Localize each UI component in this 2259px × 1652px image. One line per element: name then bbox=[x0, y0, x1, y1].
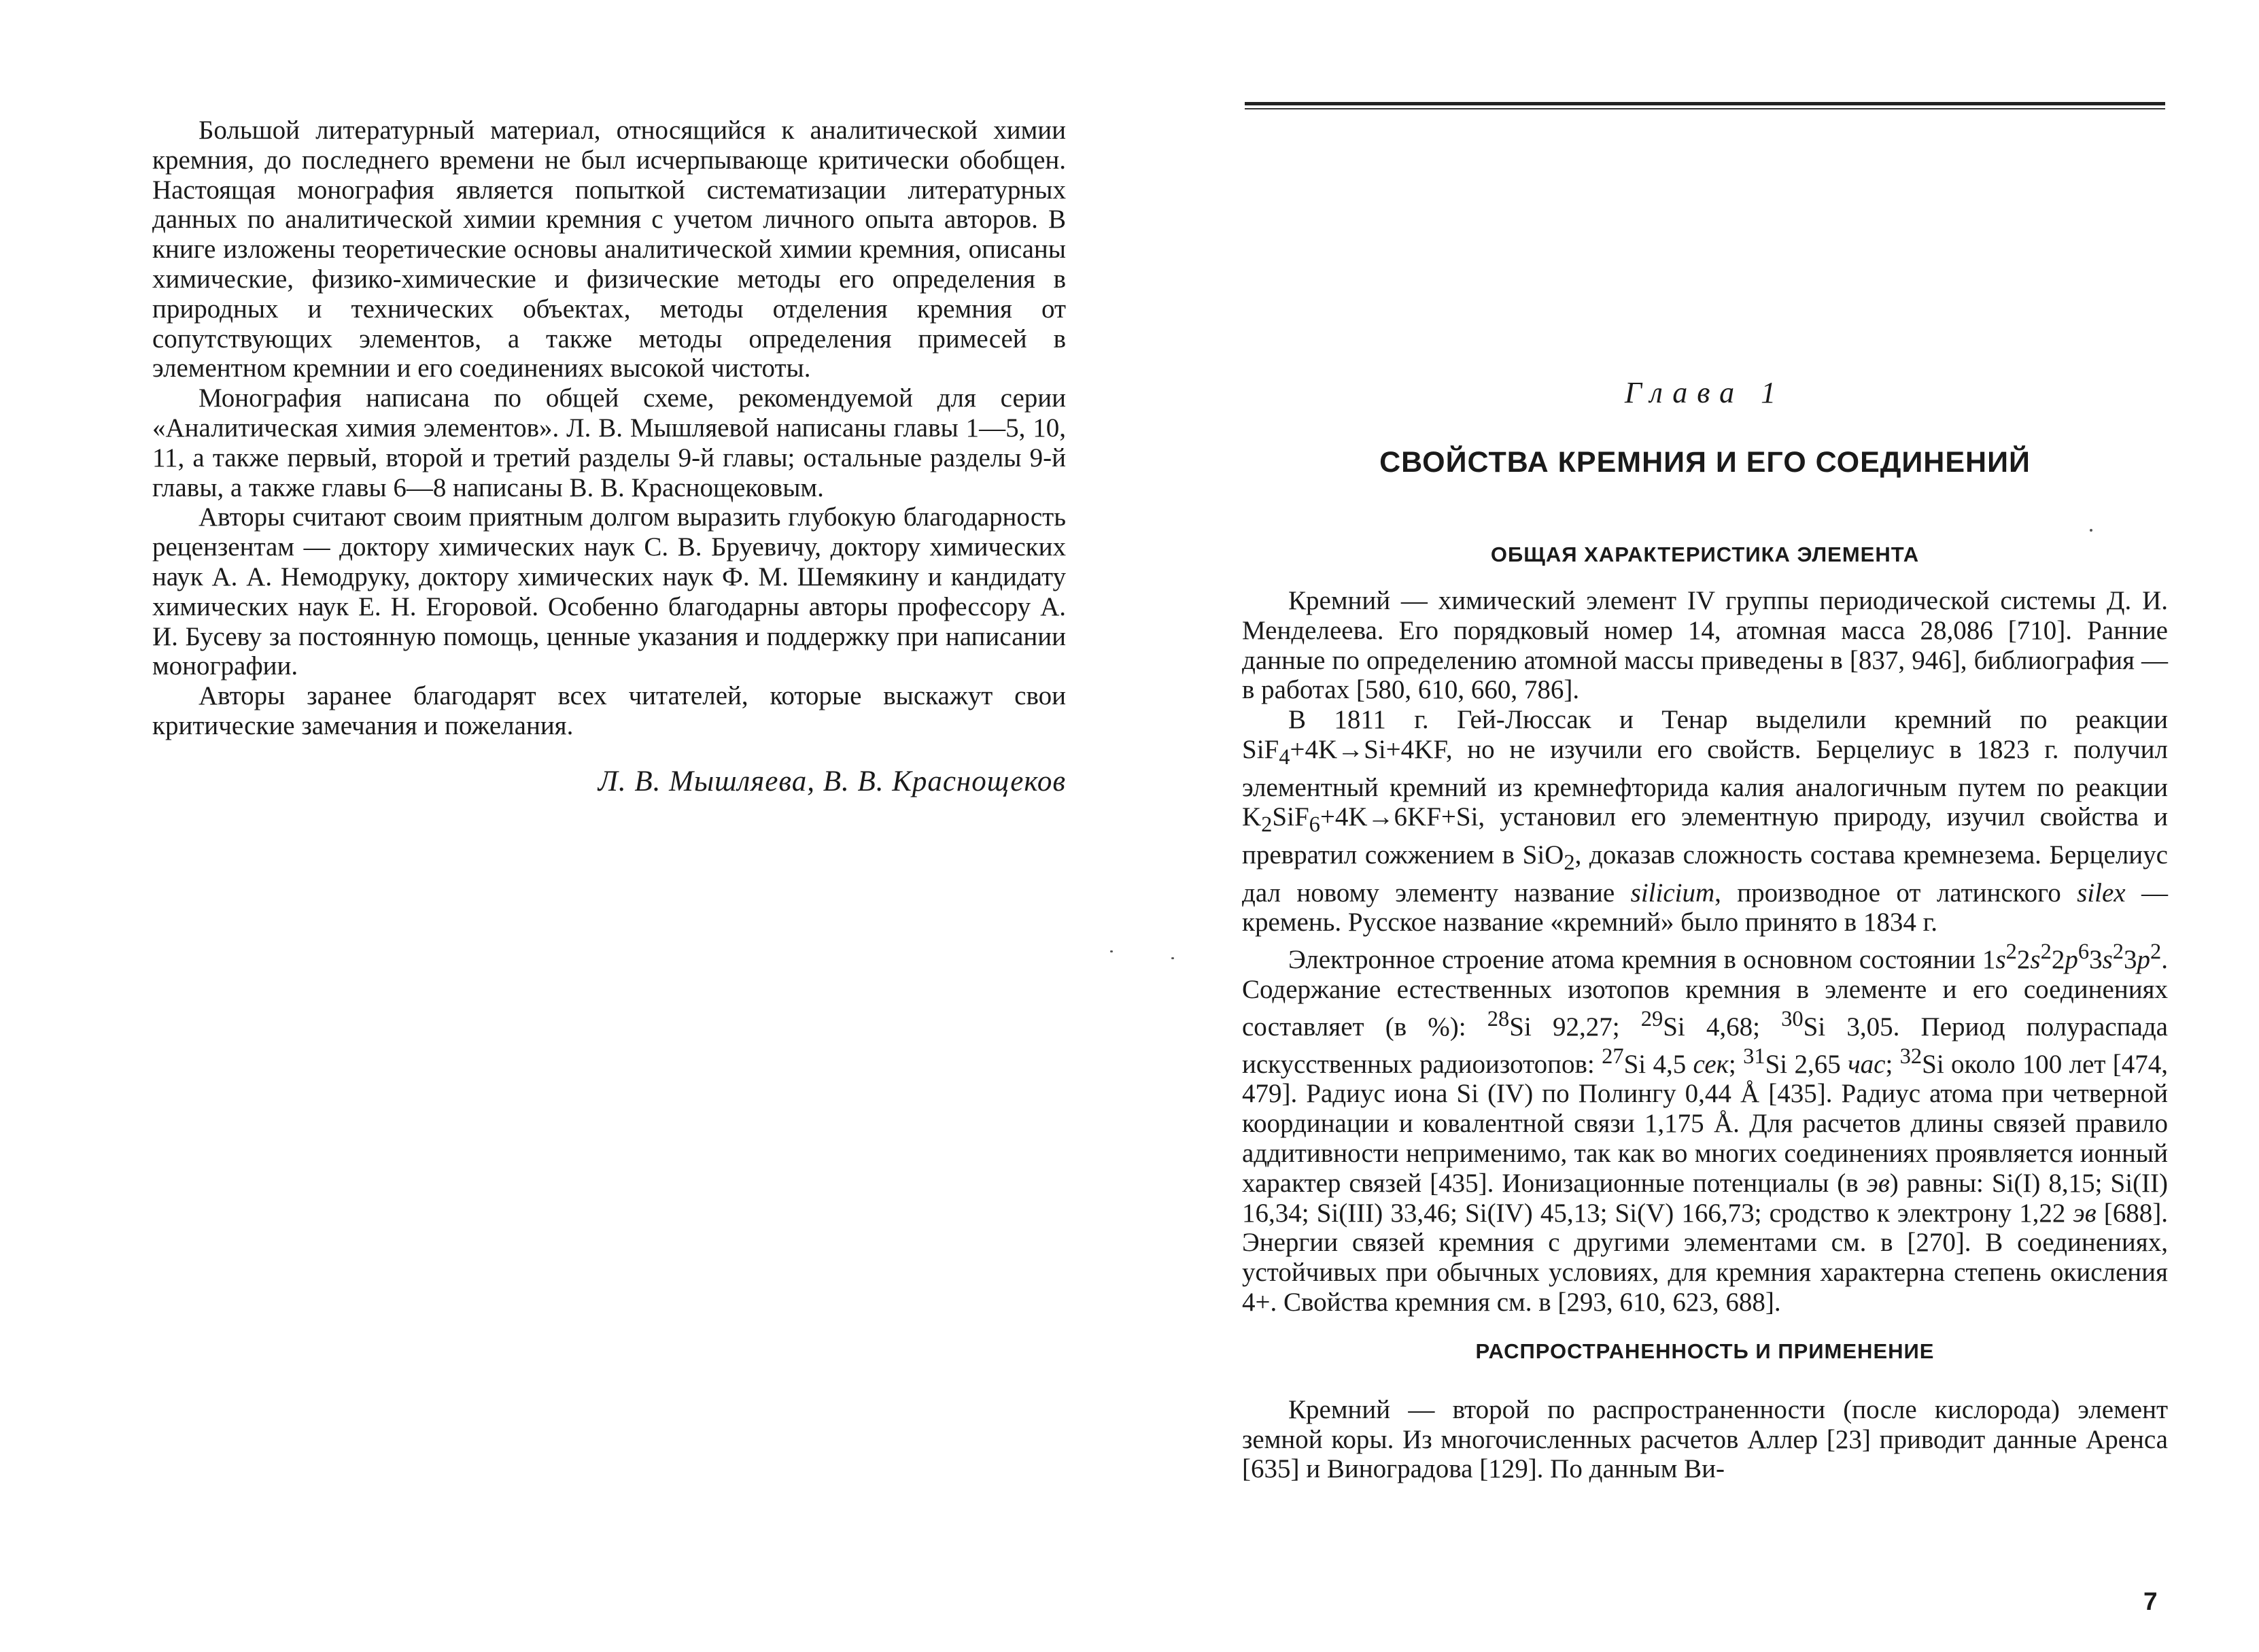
text-run: Si 3,05. Период полураспада искусственных радиоизотопов: bbox=[1242, 1012, 2168, 1079]
superscript: 2 bbox=[2005, 940, 2017, 965]
text-run: ; bbox=[1728, 1049, 1744, 1079]
preface-paragraph-1: Большой литературный материал, относящийся к аналитической химии кремния, до последнего времени не был исчерпывающе критически обобщен. Настоящая монография является попыткой систематизации литературных данных по аналитической химии кремния с учетом личного опыта авторов. В книге изложены теоретические основы аналитической химии кремния, описаны химические, физико-химические и физические методы его определения в природных и технических объектах, методы отделения кремния от сопутствующих элементов, а также методы определения примесей в элементном кремнии и его соединениях высокой чистоты. bbox=[152, 116, 1066, 383]
isotope-mass: 32 bbox=[1899, 1044, 1922, 1069]
preface-text-column bbox=[152, 116, 1066, 799]
chapter-text-column bbox=[1242, 102, 2168, 1484]
orbital: s bbox=[2030, 945, 2041, 975]
isotope-mass: 31 bbox=[1743, 1044, 1765, 1069]
orbital: p bbox=[2065, 945, 2078, 975]
text-run: , доказав сложность состава кремнезема. Берцелиус дал новому элементу название bbox=[1242, 840, 2168, 908]
orbital: p bbox=[2137, 945, 2150, 975]
superscript: 2 bbox=[2150, 940, 2162, 965]
isotope-mass: 27 bbox=[1602, 1044, 1624, 1069]
unit: эв bbox=[2073, 1198, 2097, 1228]
superscript: 6 bbox=[2077, 940, 2090, 965]
text-run: 3 bbox=[2124, 945, 2137, 975]
abundance-paragraph-1: Кремний — второй по распространенности (после кислорода) элемент земной коры. Из многочисленных расчетов Аллер [23] приводит данные Аренса [635] и Виноградова [129]. По данным Ви- bbox=[1242, 1394, 2168, 1484]
text-run: ) равны: Si(I) 8,15; Si(II) 16,34; Si(III) 33,46; Si(IV) 45,13; Si(V) 166,73; сродство к электрону 1,22 bbox=[1242, 1168, 2168, 1228]
latin-term-silicium: silicium bbox=[1630, 878, 1715, 908]
text-run: 2 bbox=[2016, 945, 2031, 975]
left-page bbox=[0, 0, 1129, 1652]
authors-signature: Л. В. Мышляева, В. В. Краснощеков bbox=[598, 765, 1066, 797]
print-speck bbox=[1110, 950, 1113, 952]
preface-paragraph-3: Авторы считают своим приятным долгом выразить глубокую благодарность рецензентам — доктору химических наук С. В. Бруевичу, доктору химических наук А. А. Немодруку, доктору химических наук Ф. М. Шемякину и кандидату химических наук Е. Н. Егоровой. Особенно благодарны авторы профессору А. И. Бусеву за постоянную помощь, ценные указания и поддержку при написании монографии. bbox=[152, 502, 1066, 681]
right-page bbox=[1129, 0, 2259, 1652]
text-run: 2 bbox=[2051, 945, 2065, 975]
header-double-rule bbox=[1245, 102, 2165, 111]
text-run: — кремень. Русское название «кремний» было принято в 1834 г. bbox=[1242, 878, 2169, 937]
text-run: В 1811 г. Гей-Люссак и Тенар выделили кремний по реакции SiF bbox=[1242, 705, 2168, 764]
isotope-mass: 29 bbox=[1640, 1006, 1663, 1031]
print-speck bbox=[2090, 529, 2092, 532]
text-run: [688]. Энергии связей кремния с другими элементами см. в [270]. В соединениях, устойчивых при обычных условиях, для кремния характерна степень окисления 4+. Свойства кремния см. в [293, 610, 623, 688]. bbox=[1242, 1198, 2168, 1317]
preface-paragraph-4: Авторы заранее благодарят всех читателей, которые выскажут свои критические замечания и пожелания. bbox=[152, 681, 1066, 740]
unit: час bbox=[1848, 1049, 1886, 1079]
page-number: 7 bbox=[2143, 1587, 2158, 1615]
text-run: Si 4,68; bbox=[1663, 1012, 1782, 1042]
text-run: Электронное строение атома кремния в основном состоянии 1 bbox=[1288, 945, 1996, 975]
unit: сек bbox=[1693, 1049, 1729, 1079]
header-rule-thick bbox=[1245, 102, 2165, 105]
chapter-title: СВОЙСТВА КРЕМНИЯ И ЕГО СОЕДИНЕНИЙ bbox=[1379, 446, 2031, 479]
subscript: 4 bbox=[1279, 744, 1290, 770]
unit: эв bbox=[1866, 1168, 1890, 1198]
print-speck bbox=[1171, 957, 1174, 959]
text-run: SiF bbox=[1272, 802, 1309, 832]
text-run: . Содержание естественных изотопов кремния в элементе и его соединениях составляет (в %): bbox=[1242, 945, 2168, 1042]
text-run: +4K→Si+4KF, но не изучили его свойств. Берцелиус в 1823 г. получил элементный кремний из кремнефторида калия аналогичным путем по реакции K bbox=[1242, 734, 2168, 832]
general-paragraph-2 bbox=[1242, 705, 2168, 937]
text-run: Si 2,65 bbox=[1765, 1049, 1848, 1079]
superscript: 2 bbox=[2040, 940, 2052, 965]
text-run: 3 bbox=[2089, 945, 2103, 975]
text-run: ; bbox=[1885, 1049, 1900, 1079]
text-run: Si 92,27; bbox=[1509, 1012, 1641, 1042]
preface-paragraph-2: Монография написана по общей схеме, рекомендуемой для серии «Аналитическая химия элементов». Л. В. Мышляевой написаны главы 1—5, 10, 11, а также первый, второй и третий разделы 9-й главы; остальные разделы 9-й главы, а также главы 6—8 написаны В. В. Краснощековым. bbox=[152, 383, 1066, 502]
latin-term-silex: silex bbox=[2077, 878, 2126, 908]
subscript: 2 bbox=[1564, 850, 1575, 875]
text-run: Si 4,5 bbox=[1623, 1049, 1693, 1079]
general-paragraph-3 bbox=[1242, 937, 2168, 1318]
section-heading-abundance: РАСПРОСТРАНЕННОСТЬ И ПРИМЕНЕНИЕ bbox=[1475, 1339, 1935, 1363]
text-run: +4K→6KF+Si, установил его элементную природу, изучил свойства и превратил сожжением в SiO bbox=[1242, 802, 2168, 870]
isotope-mass: 30 bbox=[1781, 1006, 1804, 1031]
chapter-label: Глава 1 bbox=[1624, 376, 1786, 409]
superscript: 2 bbox=[2112, 940, 2124, 965]
text-run: , производное от латинского bbox=[1714, 878, 2077, 908]
subscript: 6 bbox=[1309, 812, 1320, 838]
general-paragraph-1: Кремний — химический элемент IV группы периодической системы Д. И. Менделеева. Его порядковый номер 14, атомная масса 28,086 [710]. Ранние данные по определению атомной массы приведены в [837, 946], библиография — в работах [580, 610, 660, 786]. bbox=[1242, 586, 2168, 705]
orbital: s bbox=[1995, 945, 2006, 975]
header-rule-thin bbox=[1245, 108, 2165, 109]
orbital: s bbox=[2102, 945, 2113, 975]
text-run: Si около 100 лет [474, 479]. Радиус иона Si (IV) по Полингу 0,44 Å [435]. Радиус атома при четверной координации и ковалентной связи 1,175 Å. Для расчетов длины связей правило аддитивности неприменимо, так как во многих соединениях проявляется ионный характер связей [435]. Ионизационные потенциалы (в bbox=[1242, 1049, 2169, 1198]
section-heading-general: ОБЩАЯ ХАРАКТЕРИСТИКА ЭЛЕМЕНТА bbox=[1490, 543, 1920, 566]
subscript: 2 bbox=[1261, 812, 1273, 838]
isotope-mass: 28 bbox=[1487, 1006, 1510, 1031]
